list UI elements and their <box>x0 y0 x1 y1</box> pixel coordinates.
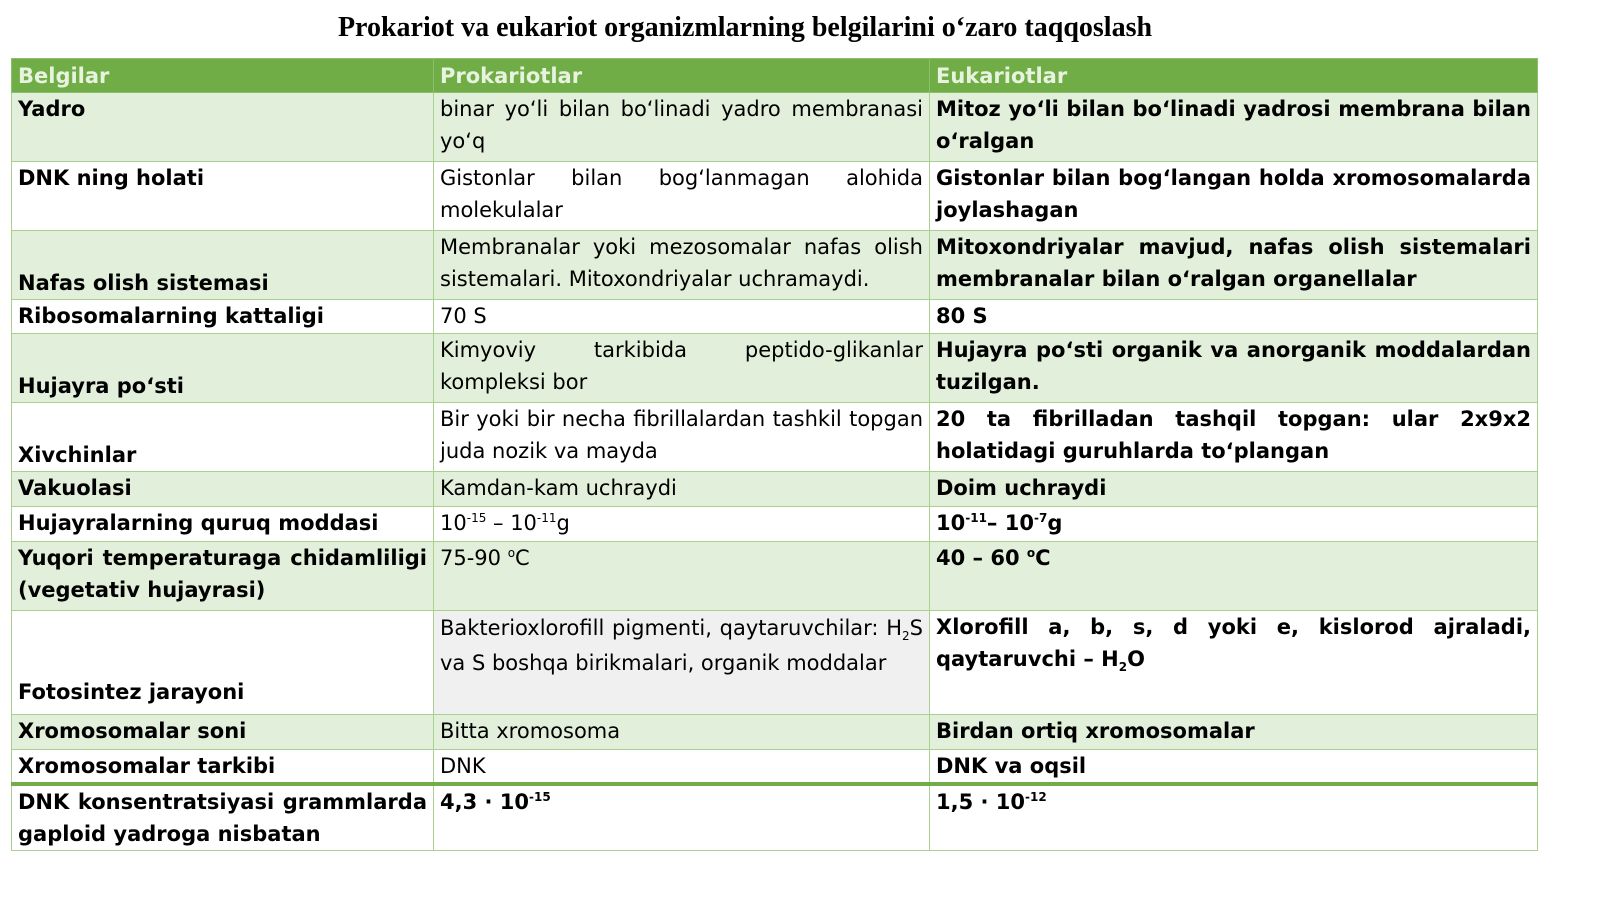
eukaryote-cell: 20 ta fibrilladan tashqil topgan: ular 2x9x2 holatidagi guruhlarda to‘plangan <box>930 403 1538 472</box>
prokaryote-cell: Membranalar yoki mezosomalar nafas olish sistemalari. Mitoxondriyalar uchramaydi. <box>434 231 930 300</box>
table-row <box>12 300 1538 334</box>
table-row <box>12 93 1538 162</box>
table-row <box>12 542 1538 611</box>
table-row <box>12 715 1538 750</box>
prokaryote-cell: binar yo‘li bilan bo‘linadi yadro membranasi yo‘q <box>434 93 930 162</box>
prokaryote-cell: DNK <box>434 750 930 785</box>
prokaryote-cell: 75-90 $^o$C <box>434 542 930 611</box>
row-label: Hujayra po‘sti <box>12 334 434 403</box>
eukaryote-cell: $10^{-11}-$ $10^{-7}g$ <box>930 507 1538 542</box>
table-row <box>12 334 1538 403</box>
prokaryote-cell: Bir yoki bir necha fibrillalardan tashkil topgan juda nozik va mayda <box>434 403 930 472</box>
prokaryote-cell: Kamdan-kam uchraydi <box>434 472 930 507</box>
eukaryote-cell: DNK va oqsil <box>930 750 1538 785</box>
row-label: Xromosomalar tarkibi <box>12 750 434 785</box>
prokaryote-cell: $10^{-15} - 10^{-11}g$ <box>434 507 930 542</box>
prokaryote-cell: Gistonlar bilan bog‘lanmagan alohida molekulalar <box>434 162 930 231</box>
table-row <box>12 750 1538 785</box>
eukaryote-cell: Xlorofill a, b, s, d yoki e, kislorod ajraladi, qaytaruvchi – $H_2O$ <box>930 611 1538 715</box>
page-title: Prokariot va eukariot organizmlarning belgilarini o‘zaro taqqoslash <box>337 12 1153 43</box>
row-label: Yadro <box>12 93 434 162</box>
eukaryote-cell: Doim uchraydi <box>930 472 1538 507</box>
eukaryote-cell: 40 – 60 $^o$C <box>930 542 1538 611</box>
prokaryote-cell: Bitta xromosoma <box>434 715 930 750</box>
table-row <box>12 611 1538 715</box>
table-row <box>12 231 1538 300</box>
table-row <box>12 403 1538 472</box>
row-label: Ribosomalarning kattaligi <box>12 300 434 334</box>
eukaryote-cell: Mitoxondriyalar mavjud, nafas olish sistemalari membranalar bilan o‘ralgan organellalar <box>930 231 1538 300</box>
row-label: Nafas olish sistemasi <box>12 231 434 300</box>
eukaryote-cell: $1,5 \cdot 10^{-12}$ <box>930 784 1538 851</box>
column-header-belgilar: Belgilar <box>12 59 434 93</box>
prokaryote-cell: Kimyoviy tarkibida peptido-glikanlar kompleksi bor <box>434 334 930 403</box>
eukaryote-cell: Hujayra po‘sti organik va anorganik moddalardan tuzilgan. <box>930 334 1538 403</box>
row-label: Fotosintez jarayoni <box>12 611 434 715</box>
row-label: Hujayralarning quruq moddasi <box>12 507 434 542</box>
eukaryote-cell: Gistonlar bilan bog‘langan holda xromosomalarda joylashagan <box>930 162 1538 231</box>
column-header-eukariotlar: Eukariotlar <box>930 59 1538 93</box>
row-label: DNK konsentratsiyasi grammlarda gaploid yadroga nisbatan <box>12 784 434 851</box>
table-header-row <box>12 59 1538 93</box>
eukaryote-cell: Mitoz yo‘li bilan bo‘linadi yadrosi membrana bilan o‘ralgan <box>930 93 1538 162</box>
prokaryote-cell: 70 S <box>434 300 930 334</box>
row-label: Vakuolasi <box>12 472 434 507</box>
column-header-prokariotlar: Prokariotlar <box>434 59 930 93</box>
row-label: Yuqori temperaturaga chidamliligi (vegetativ hujayrasi) <box>12 542 434 611</box>
row-label: Xromosomalar soni <box>12 715 434 750</box>
table-row <box>12 784 1538 851</box>
eukaryote-cell: 80 S <box>930 300 1538 334</box>
row-label: Xivchinlar <box>12 403 434 472</box>
table-row <box>12 162 1538 231</box>
row-label: DNK ning holati <box>12 162 434 231</box>
table-row <box>12 472 1538 507</box>
table-row <box>12 507 1538 542</box>
prokaryote-cell: $4,3 \cdot 10^{-15}$ <box>434 784 930 851</box>
prokaryote-cell: Bakterioxlorofill pigmenti, qaytaruvchilar: $H_2S$ va S boshqa birikmalari, organik moddalar <box>434 611 930 715</box>
comparison-table <box>11 58 1538 851</box>
eukaryote-cell: Birdan ortiq xromosomalar <box>930 715 1538 750</box>
